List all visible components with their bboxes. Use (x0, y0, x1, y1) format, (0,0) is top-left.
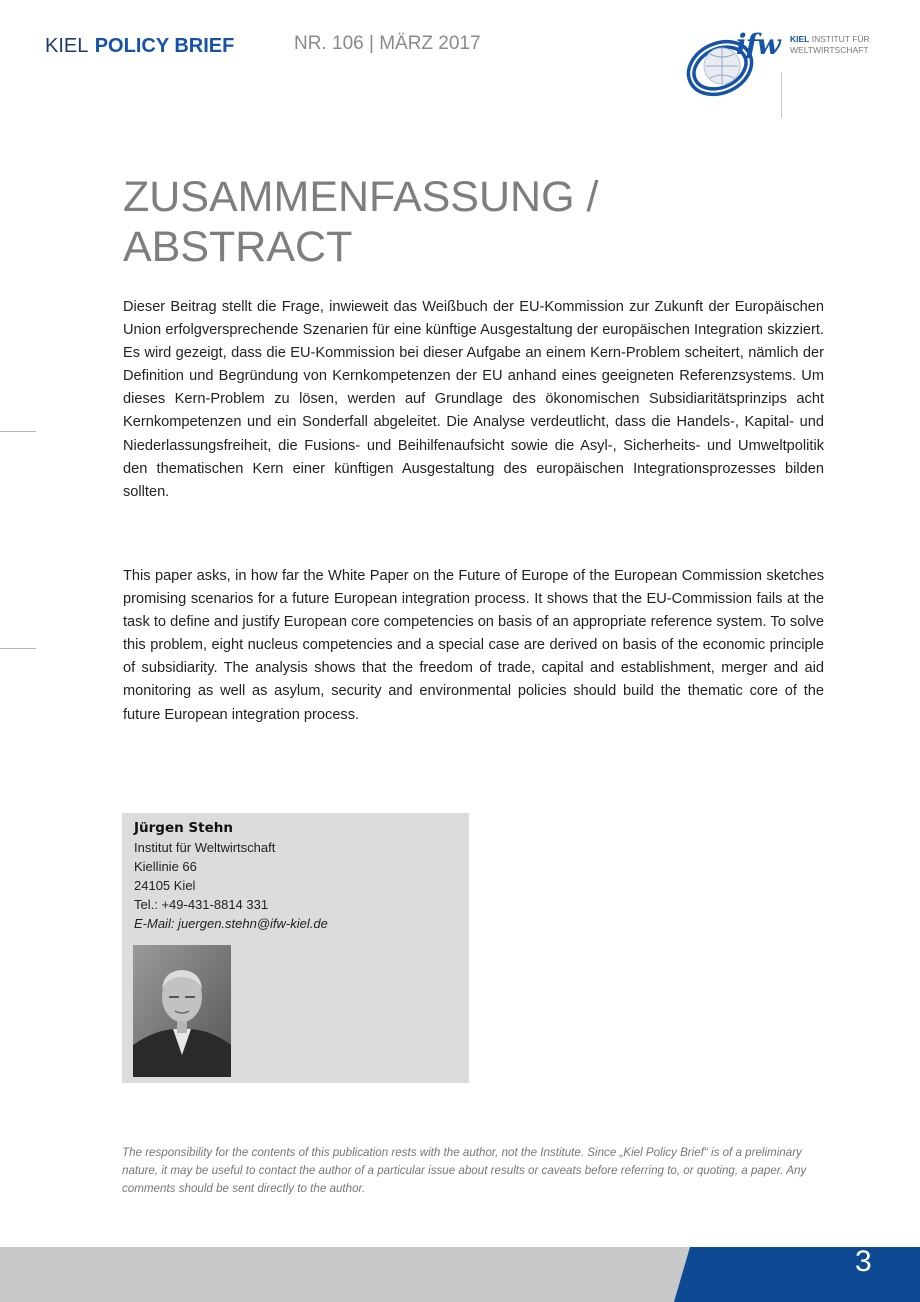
author-city: 24105 Kiel (134, 878, 196, 893)
series-title (45, 33, 234, 58)
author-institution: Institut für Weltwirtschaft (134, 840, 276, 855)
logo-institute-line1 (790, 34, 870, 44)
title-line2: ABSTRACT (123, 223, 353, 271)
margin-marker (0, 648, 36, 649)
page-title (123, 172, 598, 272)
logo-kiel: KIEL (790, 34, 810, 44)
abstract-english: This paper asks, in how far the White Paper on the Future of Europe of the European Commission sketches promising scenarios for a future European integration process. It shows that the EU-Commission fails at the task to define and justify European core competencies on basis of an appropriate reference system. To solve this problem, eight nucleus competencies and a special case are derived on basis of the economic principle of subsidiarity. The analysis shows that the freedom of trade, capital and establishment, merger and aid monitoring as well as asylum, security and environmental policies should build the thematic core of the future European integration process. (123, 568, 824, 723)
issue-label: NR. 106 | MÄRZ 2017 (294, 33, 481, 54)
logo-institute-line2: WELTWIRTSCHAFT (790, 45, 869, 55)
disclaimer: The responsibility for the contents of this publication rests with the author, not the Institute. Since „Kiel Policy Brief“ is of a preliminary nature, it may be useful to contact the author of a particular issue about results or caveats before referring to, or quoting, a paper. Any comments should be sent directly to the author. (122, 1146, 807, 1195)
author-photo (133, 945, 231, 1077)
title-line1: ZUSAMMENFASSUNG / (123, 173, 599, 221)
ifw-logo (686, 22, 896, 102)
page-number: 3 (855, 1245, 872, 1278)
series-name: POLICY BRIEF (94, 35, 235, 57)
series-kiel: KIEL (45, 35, 89, 57)
author-street: Kiellinie 66 (134, 859, 197, 874)
logo-wordmark: ifw (736, 28, 780, 61)
author-box (122, 813, 469, 1083)
abstract-german: Dieser Beitrag stellt die Frage, inwieweit das Weißbuch der EU-Kommission zur Zukunft der Europäischen Union erfolgversprechende Szenarien für eine künftige Ausgestaltung der europäischen Integration skizziert. Es wird gezeigt, dass die EU-Kommission bei dieser Aufgabe an einem Kern-Problem scheitert, nämlich der Definition und Begründung von Kernkompetenzen der EU anhand eines geeigneten Referenzsystems. Um dieses Kern-Problem zu lösen, werden auf Grundlage des ökonomischen Subsidiaritätsprinzips acht Kernkompetenzen und ein Sonderfall abgeleitet. Die Analyse verdeutlicht, dass die Handels-, Kapital- und Niederlassungsfreiheit, die Fusions- und Beihilfenaufsicht sowie die Asyl-, Sicherheits- und Umweltpolitik den thematischen Kern einer künftigen Ausgestaltung des europäischen Integrationsprozesses bilden sollten. (123, 299, 824, 500)
margin-marker (0, 431, 36, 432)
logo-institut: INSTITUT FÜR (811, 34, 870, 44)
author-phone: Tel.: +49-431-8814 331 (134, 897, 269, 912)
footer-accent (0, 1247, 920, 1302)
header-divider (781, 72, 782, 118)
author-name: Jürgen Stehn (134, 820, 233, 836)
author-email[interactable]: E-Mail: juergen.stehn@ifw-kiel.de (134, 916, 328, 931)
footer-accent-shape (674, 1247, 920, 1302)
